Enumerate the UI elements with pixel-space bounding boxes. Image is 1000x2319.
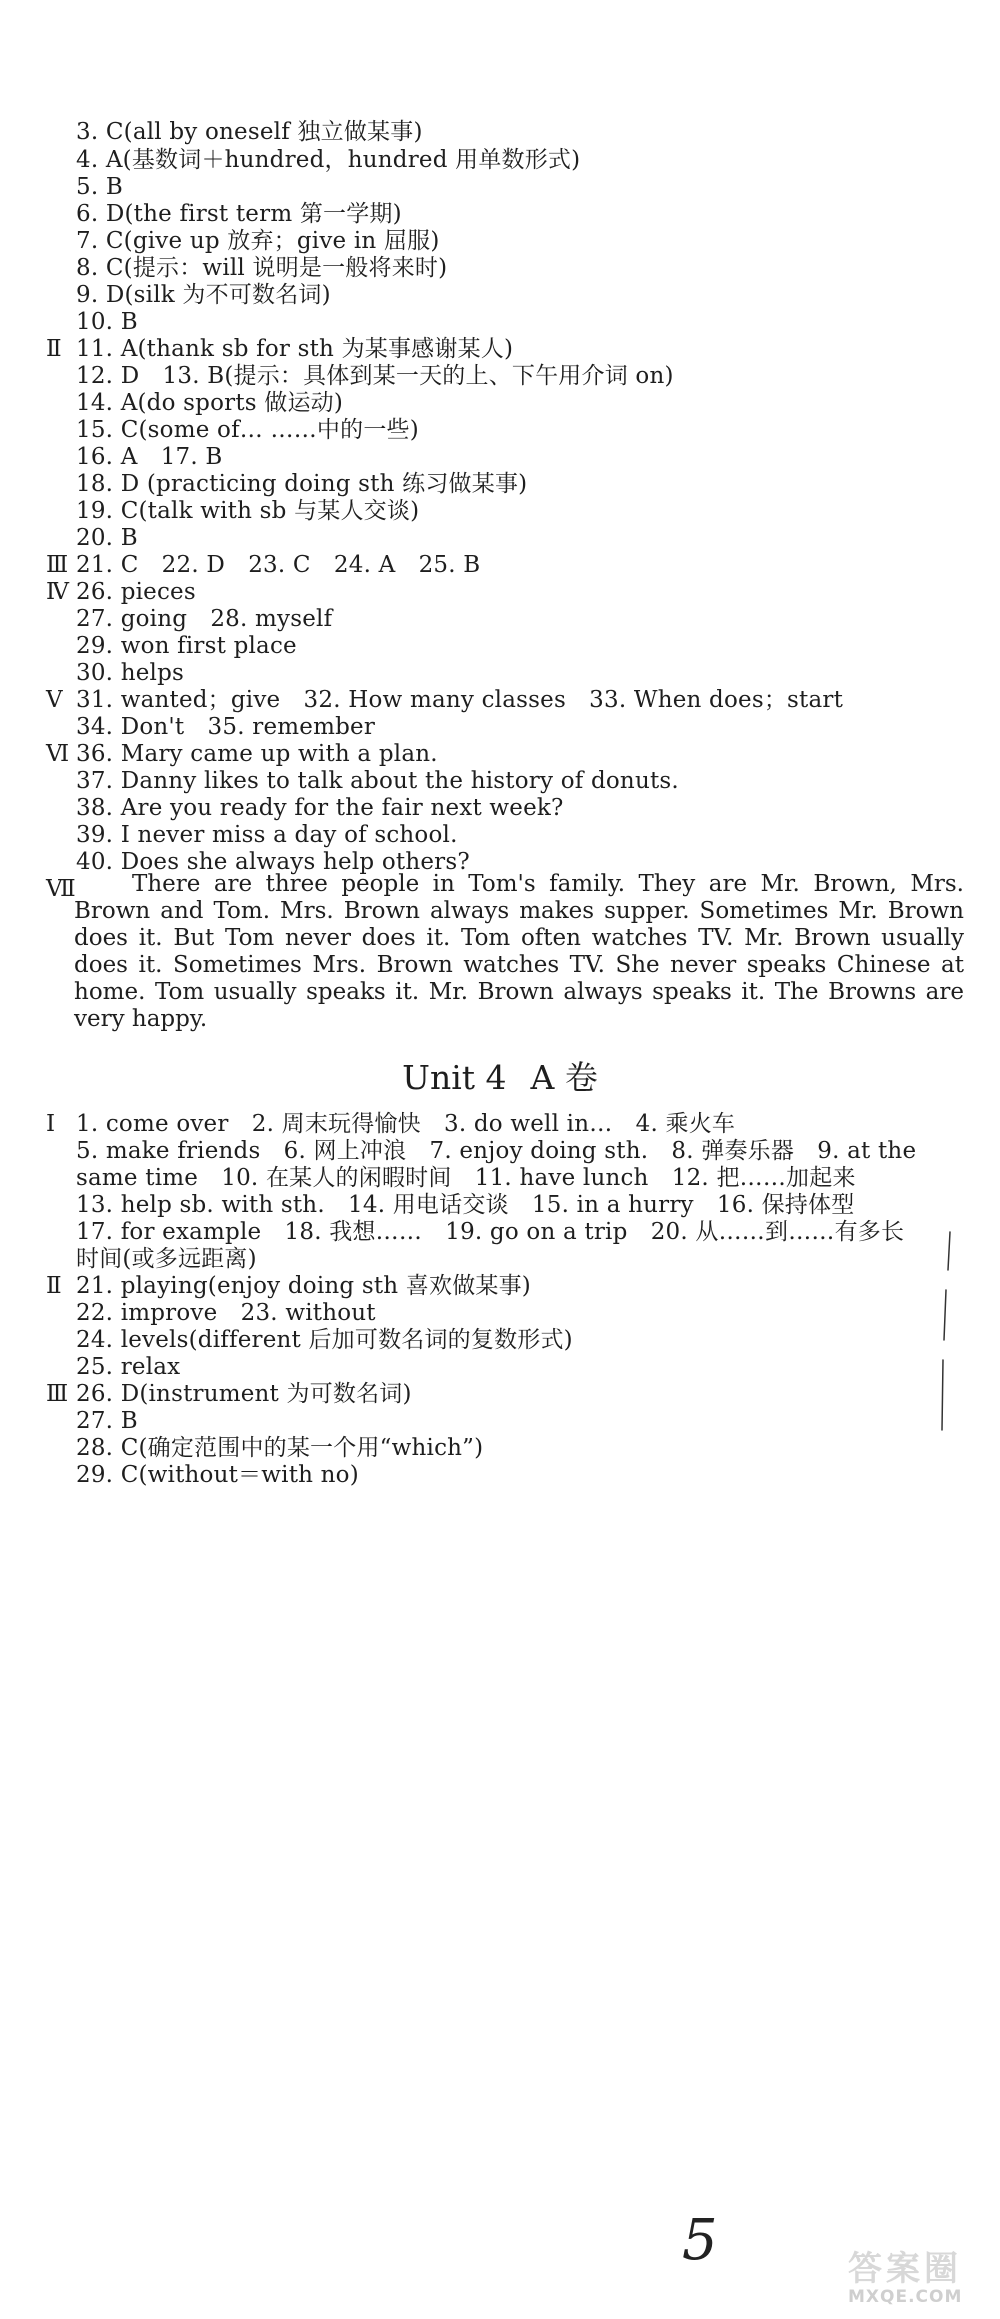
- answer-line: 29. C(without＝with no): [76, 1462, 359, 1488]
- answer-line: 6. D(the first term 第一学期): [76, 201, 402, 227]
- answer-line: 8. C(提示：will 说明是一般将来时): [76, 255, 448, 281]
- answer-line: 5. B: [76, 174, 123, 200]
- pen-mark: [930, 1230, 970, 1450]
- answer-line: 22. improve 23. without: [76, 1300, 376, 1326]
- passage-line: does it. Sometimes Mrs. Brown watches TV. She never speaks Chinese at: [74, 952, 964, 978]
- answer-line: 10. B: [76, 309, 138, 335]
- section-numeral: Ⅲ: [46, 1381, 69, 1407]
- answer-line: 34. Don't 35. remember: [76, 714, 376, 740]
- section-numeral: Ⅵ: [46, 741, 70, 767]
- answer-line: 4. A(基数词＋hundred，hundred 用单数形式): [76, 147, 581, 173]
- answer-line: 9. D(silk 为不可数名词): [76, 282, 331, 308]
- section-numeral: Ⅲ: [46, 552, 69, 578]
- answer-line: 15. C(some of… ……中的一些): [76, 417, 419, 443]
- answer-line: 13. help sb. with sth. 14. 用电话交谈 15. in a hurry 16. 保持体型: [76, 1192, 855, 1218]
- section-numeral: Ⅴ: [46, 687, 63, 713]
- passage-line: home. Tom usually speaks it. Mr. Brown always speaks it. The Browns are: [74, 979, 964, 1005]
- answer-line: 24. levels(different 后加可数名词的复数形式): [76, 1327, 573, 1353]
- answer-line: 31. wanted；give 32. How many classes 33. When does；start: [76, 687, 844, 713]
- answer-line: 18. D (practicing doing sth 练习做某事): [76, 471, 528, 497]
- paper-title: A 卷: [530, 1058, 598, 1097]
- answer-line: 12. D 13. B(提示：具体到某一天的上、下午用介词 on): [76, 363, 674, 389]
- answer-line: same time 10. 在某人的闲暇时间 11. have lunch 12. 把……加起来: [76, 1165, 856, 1191]
- answer-line: 11. A(thank sb for sth 为某事感谢某人): [76, 336, 514, 362]
- section-numeral: Ⅰ: [46, 1111, 56, 1137]
- answer-line: 21. playing(enjoy doing sth 喜欢做某事): [76, 1273, 531, 1299]
- answer-line: 21. C 22. D 23. C 24. A 25. B: [76, 552, 481, 578]
- answer-line: 28. C(确定范围中的某一个用“which”): [76, 1435, 484, 1461]
- answer-line: 14. A(do sports 做运动): [76, 390, 344, 416]
- answer-line: 19. C(talk with sb 与某人交谈): [76, 498, 420, 524]
- watermark-logo: [848, 2249, 996, 2314]
- passage-line: does it. But Tom never does it. Tom often watches TV. Mr. Brown usually: [74, 925, 964, 951]
- answer-line: 26. pieces: [76, 579, 196, 605]
- watermark-url: MXQE.COM: [848, 2287, 963, 2307]
- answer-line: 20. B: [76, 525, 138, 551]
- answer-line: 30. helps: [76, 660, 184, 686]
- section-numeral: Ⅳ: [46, 579, 69, 605]
- watermark-brand: 答案圈: [848, 2249, 962, 2289]
- answer-line: 26. D(instrument 为可数名词): [76, 1381, 412, 1407]
- answer-line: 时间(或多远距离): [76, 1246, 257, 1272]
- answer-line: 17. for example 18. 我想…… 19. go on a trip 20. 从……到……有多长: [76, 1219, 905, 1245]
- unit-title: Unit 4: [402, 1058, 507, 1097]
- answer-line: 16. A 17. B: [76, 444, 223, 470]
- answer-line: 36. Mary came up with a plan.: [76, 741, 438, 767]
- passage-line: very happy.: [74, 1006, 208, 1032]
- answer-line: 38. Are you ready for the fair next week?: [76, 795, 564, 821]
- answer-line: 39. I never miss a day of school.: [76, 822, 458, 848]
- answer-line: 1. come over 2. 周末玩得愉快 3. do well in… 4. 乘火车: [76, 1111, 736, 1137]
- passage-paragraph: [74, 871, 964, 1033]
- answer-line: 37. Danny likes to talk about the history of donuts.: [76, 768, 679, 794]
- answer-line: 27. going 28. myself: [76, 606, 333, 632]
- section-numeral: Ⅱ: [46, 336, 62, 362]
- answer-line: 29. won first place: [76, 633, 297, 659]
- answer-line: 40. Does she always help others?: [76, 849, 470, 875]
- passage-line: There are three people in Tom's family. They are Mr. Brown, Mrs.: [132, 871, 964, 897]
- unit-heading: [0, 1058, 1000, 1098]
- section-numeral: Ⅶ: [46, 876, 76, 902]
- answer-line: 3. C(all by oneself 独立做某事): [76, 119, 423, 145]
- passage-line: Brown and Tom. Mrs. Brown always makes supper. Sometimes Mr. Brown: [74, 898, 964, 924]
- answer-line: 5. make friends 6. 网上冲浪 7. enjoy doing sth. 8. 弹奏乐器 9. at the: [76, 1138, 917, 1164]
- answer-line: 25. relax: [76, 1354, 181, 1380]
- answer-line: 27. B: [76, 1408, 138, 1434]
- section-numeral: Ⅱ: [46, 1273, 62, 1299]
- handwritten-page-number: 5: [682, 2208, 718, 2273]
- answer-line: 7. C(give up 放弃；give in 屈服): [76, 228, 440, 254]
